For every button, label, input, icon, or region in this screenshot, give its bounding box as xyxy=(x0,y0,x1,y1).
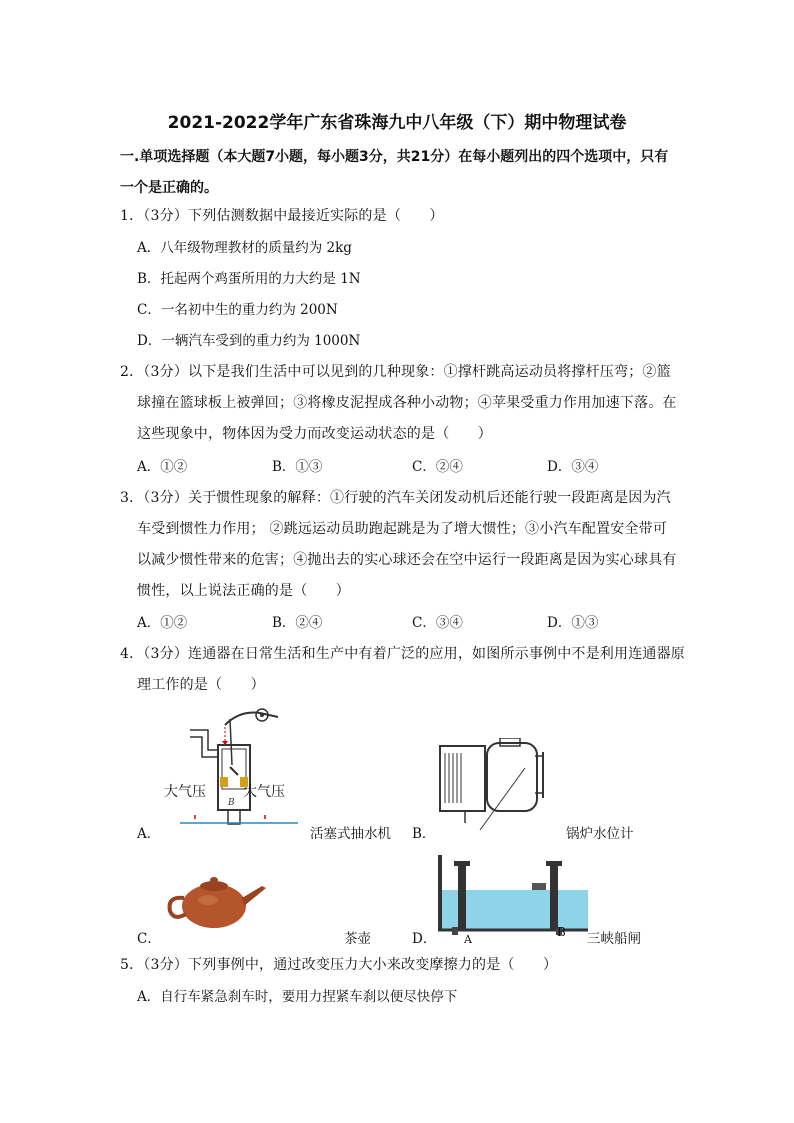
question-1-option-a: A．八年级物理教材的质量约为 2kg xyxy=(137,240,352,256)
question-2-option-c: C．②④ xyxy=(412,459,463,475)
stem-line: 2．（3分）以下是我们生活中可以见到的几种现象：①撑杆跳高运动员将撑杆压弯；②篮 xyxy=(120,364,671,380)
lock-letter-a: A xyxy=(464,933,472,945)
exam-title: 2021-2022学年广东省珠海九中八年级（下）期中物理试卷 xyxy=(167,113,627,133)
question-3-option-d: D．①③ xyxy=(547,615,599,631)
stem-line: 理工作的是（ ） xyxy=(137,677,265,693)
question-2-option-a: A．①② xyxy=(137,459,188,475)
stem-line: 这些现象中，物体因为受力而改变运动状态的是（ ） xyxy=(137,426,492,442)
question-2-stem xyxy=(120,357,690,450)
question-4-option-d-caption: 三峡船闸 xyxy=(587,931,641,947)
stem-line: 4．（3分）连通器在日常生活和生产中有着广泛的应用，如图所示事例中不是利用连通器原 xyxy=(120,646,686,662)
stem-line: 5．（3分）下列事例中，通过改变压力大小来改变摩擦力的是（ ） xyxy=(120,957,558,973)
section-heading-line1: 一.单项选择题（本大题7小题，每小题3分，共21分）在每小题列出的四个选项中，只有 xyxy=(120,149,669,165)
pump-letter-b: B xyxy=(228,798,235,808)
question-3-option-a: A．①② xyxy=(137,615,188,631)
stem-line: 1．（3分）下列估测数据中最接近实际的是（ ） xyxy=(120,208,444,224)
question-4-option-c-label: C． xyxy=(137,931,161,947)
question-3-option-c: C．③④ xyxy=(412,615,463,631)
question-1-option-c: C．一名初中生的重力约为 200N xyxy=(137,302,338,318)
section-heading xyxy=(120,142,680,204)
question-4-option-a-label: A． xyxy=(137,826,161,842)
pump-right-label: 大气压 xyxy=(243,784,285,800)
question-3-stem xyxy=(120,483,690,607)
piston-pump-figure xyxy=(180,705,300,830)
question-4-option-d-label: D． xyxy=(412,931,437,947)
teapot-figure xyxy=(162,866,272,936)
question-1-option-d: D．一辆汽车受到的重力约为 1000N xyxy=(137,333,361,349)
question-1-option-b: B．托起两个鸡蛋所用的力大约是 1N xyxy=(137,271,361,287)
question-4-option-b-label: B． xyxy=(412,826,436,842)
question-4-stem xyxy=(120,639,690,701)
question-5-stem xyxy=(120,950,690,981)
boiler-gauge-figure xyxy=(435,738,555,833)
section-heading-line2: 一个是正确的。 xyxy=(120,180,218,196)
question-4-option-b-caption: 锅炉水位计 xyxy=(566,826,634,842)
question-1-stem xyxy=(120,201,690,232)
question-5-option-a: A．自行车紧急刹车时，要用力捏紧车刹以便尽快停下 xyxy=(137,989,458,1005)
stem-line: 以减少惯性带来的危害；④抛出去的实心球还会在空中运行一段距离是因为实心球具有 xyxy=(137,552,677,568)
stem-line: 3．（3分）关于惯性现象的解释：①行驶的汽车关闭发动机后还能行驶一段距离是因为汽 xyxy=(120,490,671,506)
stem-line: 惯性，以上说法正确的是（ ） xyxy=(137,583,350,599)
question-3-option-b: B．②④ xyxy=(272,615,323,631)
question-4-option-a-caption: 活塞式抽水机 xyxy=(310,826,391,842)
pump-left-label: 大气压 xyxy=(164,784,206,800)
lock-letter-b: B xyxy=(557,925,566,939)
question-2-option-b: B．①③ xyxy=(272,459,323,475)
stem-line: 车受到惯性力作用； ②跳远运动员助跑起跳是为了增大惯性；③小汽车配置安全带可 xyxy=(137,521,668,537)
question-2-option-d: D．③④ xyxy=(547,459,599,475)
stem-line: 球撞在篮球板上被弹回；③将橡皮泥捏成各种小动物；④苹果受重力作用加速下落。在 xyxy=(137,395,677,411)
question-4-option-c-caption: 茶壶 xyxy=(344,931,371,947)
